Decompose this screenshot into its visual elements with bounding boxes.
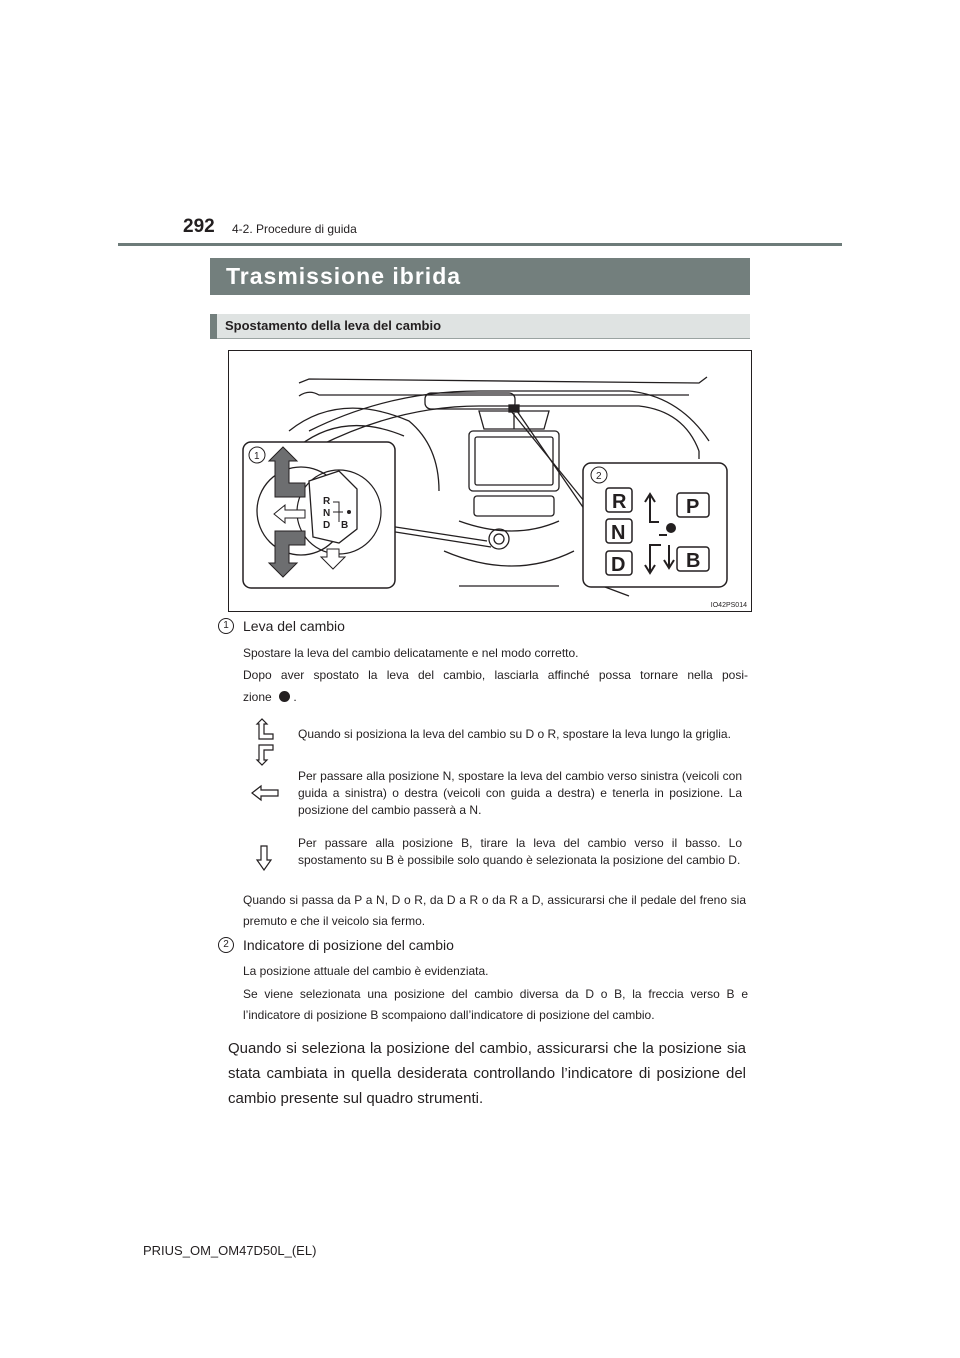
page-title: Trasmissione ibrida — [226, 263, 462, 289]
closing-paragraph: Quando si seleziona la posizione del cambio, assicurarsi che la posizione sia stata cambiata in quella desiderata controllando l’indicatore di posizione del cambio presente sul quadro strumenti. — [228, 1040, 746, 1107]
figure-code: IO42PS014 — [710, 602, 747, 609]
item-number-1: 1 — [218, 618, 234, 634]
page-number: 292 — [183, 216, 215, 237]
item-title-lever: Leva del cambio — [243, 618, 345, 634]
subtitle-accent — [210, 314, 217, 339]
dashboard-illustration — [228, 350, 752, 612]
indicator-b: B — [686, 550, 701, 572]
indicator-p: P — [686, 496, 700, 518]
grid-arrow-icon — [252, 718, 276, 766]
table-row-2-text: Per passare alla posizione N, spostare la leva del cambio verso sinistra (veicoli con guida a sinistra) o destra (veicoli con guida a destra) e tenerla in posizione. La posizione del cambio passerà a N. — [298, 769, 742, 817]
table-row-1-text: Quando si posiziona la leva del cambio su D o R, spostare la leva lungo la griglia. — [298, 727, 731, 741]
indicator-n: N — [611, 522, 626, 544]
lever-paragraph-3-line — [243, 687, 297, 708]
title-bar — [210, 258, 750, 295]
neutral-dot-icon — [279, 691, 290, 702]
section-label: 4-2. Procedure di guida — [232, 222, 357, 236]
subtitle-bar — [210, 314, 750, 339]
left-arrow-icon — [251, 784, 279, 802]
lever-paragraph-2: Dopo aver spostato la leva del cambio, lasciarla affinché possa tornare nella posi- — [243, 668, 748, 682]
lever-label-r: R — [323, 496, 331, 507]
svg-text:2: 2 — [596, 471, 602, 482]
footer-code: PRIUS_OM_OM47D50L_(EL) — [143, 1243, 317, 1258]
indicator-d: D — [611, 554, 626, 576]
lever-paragraph-3: zione — [243, 690, 272, 704]
lever-label-b: B — [341, 520, 349, 531]
lever-label-d: D — [323, 520, 331, 531]
indicator-r: R — [612, 491, 627, 513]
dashboard-drawing — [229, 351, 751, 611]
subtitle: Spostamento della leva del cambio — [225, 318, 442, 333]
lever-paragraph-1: Spostare la leva del cambio delicatamente e nel modo corretto. — [243, 646, 579, 660]
indicator-paragraph-2: Se viene selezionata una posizione del cambio diversa da D o B, la freccia verso B e l’indicatore di posizione B scompaiono dall’indicatore di posizione del cambio. — [243, 987, 748, 1022]
table-row-3-text: Per passare alla posizione B, tirare la leva del cambio verso il basso. Lo spostamento su B è possibile solo quando è selezionata la posizione del cambio D. — [298, 836, 742, 867]
down-arrow-icon — [255, 845, 273, 871]
indicator-paragraph-1: La posizione attuale del cambio è evidenziata. — [243, 964, 489, 978]
item-number-2: 2 — [218, 937, 234, 953]
item-title-indicator: Indicatore di posizione del cambio — [243, 937, 454, 953]
period: . — [293, 690, 297, 704]
svg-text:1: 1 — [254, 451, 260, 462]
brake-note: Quando si passa da P a N, D o R, da D a R o da R a D, assicurarsi che il pedale del freno sia premuto e che il veicolo sia fermo. — [243, 893, 746, 928]
lever-label-n: N — [323, 508, 331, 519]
header-rule — [118, 243, 842, 246]
